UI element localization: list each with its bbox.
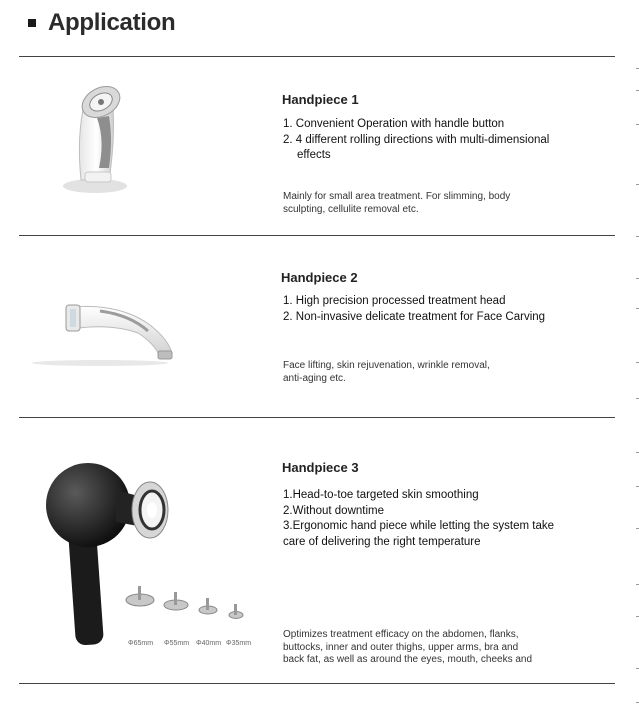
head-size-label: Φ65mm [128,640,154,647]
handpiece-2-image [30,295,190,370]
description-line: anti-aging etc. [283,372,346,384]
description-line: back fat, as well as around the eyes, mouth, cheeks and [283,654,533,665]
head-size-label: Φ55mm [164,640,190,647]
handpiece-2-description [283,360,490,385]
feature-item: 2. Non-invasive delicate treatment for Face Carving [283,310,546,323]
head-size-label: Φ35mm [226,640,252,647]
divider [19,56,615,57]
divider [19,235,615,236]
handpiece-1-image [55,80,145,200]
description-line: Mainly for small area treatment. For slimming, body [283,191,511,202]
handpiece-1-description [283,191,510,216]
feature-item: 1. Convenient Operation with handle button [283,118,505,130]
page-edge-marks [635,60,639,720]
page-title: Application [48,9,176,36]
feature-item: 1.Head-to-toe targeted skin smoothing [283,489,479,501]
description-line: Face lifting, skin rejuvenation, wrinkle removal, [283,360,490,371]
feature-item: effects [297,149,331,161]
feature-item: 2. 4 different rolling directions with multi-dimensional [283,133,550,146]
head-size-labels [128,640,256,647]
description-line: sculpting, cellulite removal etc. [283,203,419,215]
handpiece-3-features [283,488,554,550]
handpiece-1-title: Handpiece 1 [282,92,359,107]
handpiece-2-title: Handpiece 2 [281,270,358,285]
feature-item: 2.Without downtime [283,504,384,517]
handpiece-3-description [283,629,570,667]
divider [19,683,615,684]
feature-item: care of delivering the right temperature [283,535,481,548]
handpiece-1-features [283,117,549,164]
heading-bullet [28,19,36,27]
handpiece-3-image [28,460,268,660]
head-size-label: Φ40mm [196,640,222,647]
feature-item: 3.Ergonomic hand piece while letting the system take [283,520,555,532]
handpiece-2-features [283,294,545,325]
feature-item: 1. High precision processed treatment head [283,295,506,307]
description-line: buttocks, inner and outer thighs, upper arms, bra and [283,641,519,653]
handpiece-3-title: Handpiece 3 [282,460,359,475]
description-line: Optimizes treatment efficacy on the abdomen, flanks, [283,629,519,640]
divider [19,417,615,418]
section-heading [28,6,175,40]
